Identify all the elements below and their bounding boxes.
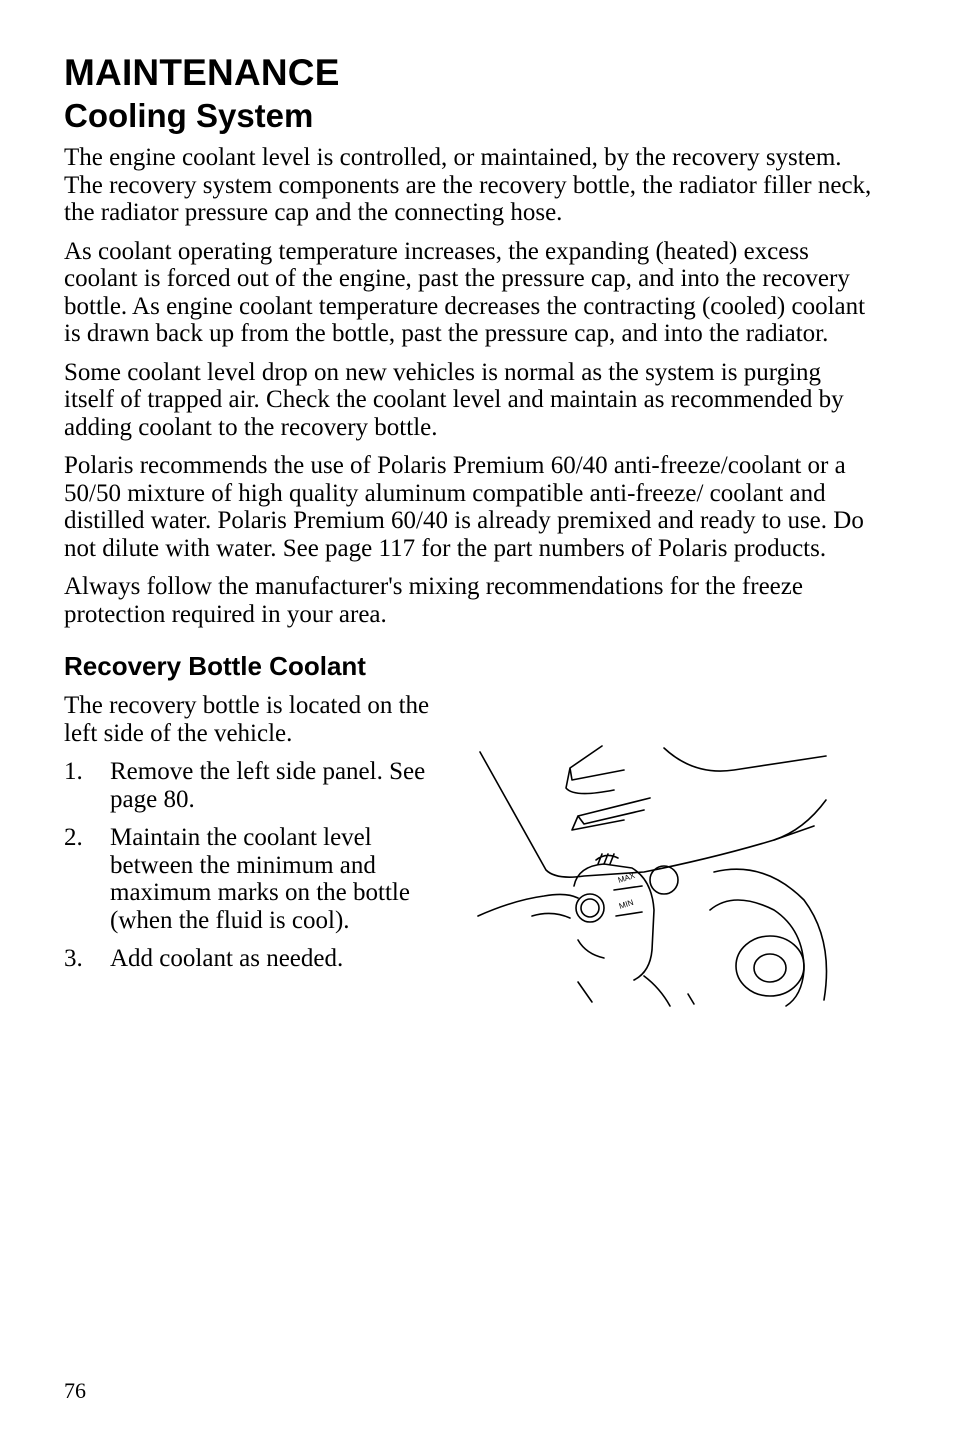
step-number: 1. — [64, 758, 83, 785]
wheel-hub-inner — [754, 954, 786, 982]
paragraph-recovery-system: The engine coolant level is controlled, or maintained, by the recovery system. The recovery system components are the recovery bottle, the radiator filler neck, the radiator pressure cap and the connecting hose. — [64, 144, 872, 226]
paragraph-polaris-recommends: Polaris recommends the use of Polaris Premium 60/40 anti-freeze/coolant or a 50/50 mixture of high quality aluminum compatible anti-freeze/ coolant and distilled water. Polaris Premium 60/40 is already premixed and ready to use. Do not dilute with water. See page 117 for the part numbers of Polaris products. — [64, 452, 864, 562]
min-label: MIN — [617, 897, 635, 911]
paragraph-level-drop: Some coolant level drop on new vehicles is normal as the system is purging itself of trapped air. Check the coolant level and maintain as recommended by adding coolant to the recovery bottle. — [64, 358, 844, 441]
list-item — [64, 945, 444, 973]
cap-ribs — [596, 854, 618, 864]
bottle-lower — [578, 940, 604, 958]
hose-line — [532, 913, 570, 918]
recovery-bottle-illustration — [474, 740, 844, 1010]
recovery-section — [64, 692, 874, 1032]
hose-line — [478, 894, 578, 916]
body-panel-edge — [664, 748, 826, 771]
recovery-text-column — [64, 692, 444, 973]
page-number: 76 — [64, 1378, 86, 1403]
step-text: Maintain the coolant level between the minimum and maximum marks on the bottle (when the fluid is cool). — [110, 824, 410, 934]
frame-line — [578, 982, 592, 1002]
step-text: Add coolant as needed. — [110, 945, 344, 972]
pump-component — [650, 866, 678, 894]
step-number: 2. — [64, 824, 83, 851]
list-item — [64, 758, 444, 813]
recovery-bottle-heading: Recovery Bottle Coolant — [64, 651, 366, 681]
recovery-intro: The recovery bottle is located on the left side of the vehicle. — [64, 692, 430, 747]
step-number: 3. — [64, 945, 83, 972]
max-mark — [614, 886, 642, 890]
manual-page — [64, 50, 874, 1032]
vent-slot — [572, 798, 650, 830]
paragraph-coolant-temperature: As coolant operating temperature increases, the expanding (heated) excess coolant is forced out of the engine, past the pressure cap, and into the recovery bottle. As engine coolant temperature decreases the contracting (cooled) coolant is drawn back up from the bottle, past the pressure cap, and into the radiator. — [64, 237, 866, 347]
frame-line — [688, 994, 694, 1004]
wheel-outer — [714, 869, 827, 1000]
body-panel-line — [480, 752, 814, 877]
wheel-hub-outer — [736, 936, 804, 996]
paragraph-mixing: Always follow the manufacturer's mixing recommendations for the freeze protection required in your area. — [64, 573, 803, 628]
vent-slot — [566, 746, 624, 794]
bottle-cap-inner — [581, 899, 599, 917]
min-mark — [616, 912, 642, 916]
max-label: MAX — [616, 870, 637, 885]
frame-line — [644, 976, 670, 1006]
step-text: Remove the left side panel. See page 80. — [110, 758, 426, 813]
steps-list — [64, 758, 444, 973]
fender-line — [774, 800, 826, 840]
list-item — [64, 824, 444, 934]
subsection-title: Cooling System — [64, 97, 314, 134]
section-title: MAINTENANCE — [64, 52, 340, 93]
